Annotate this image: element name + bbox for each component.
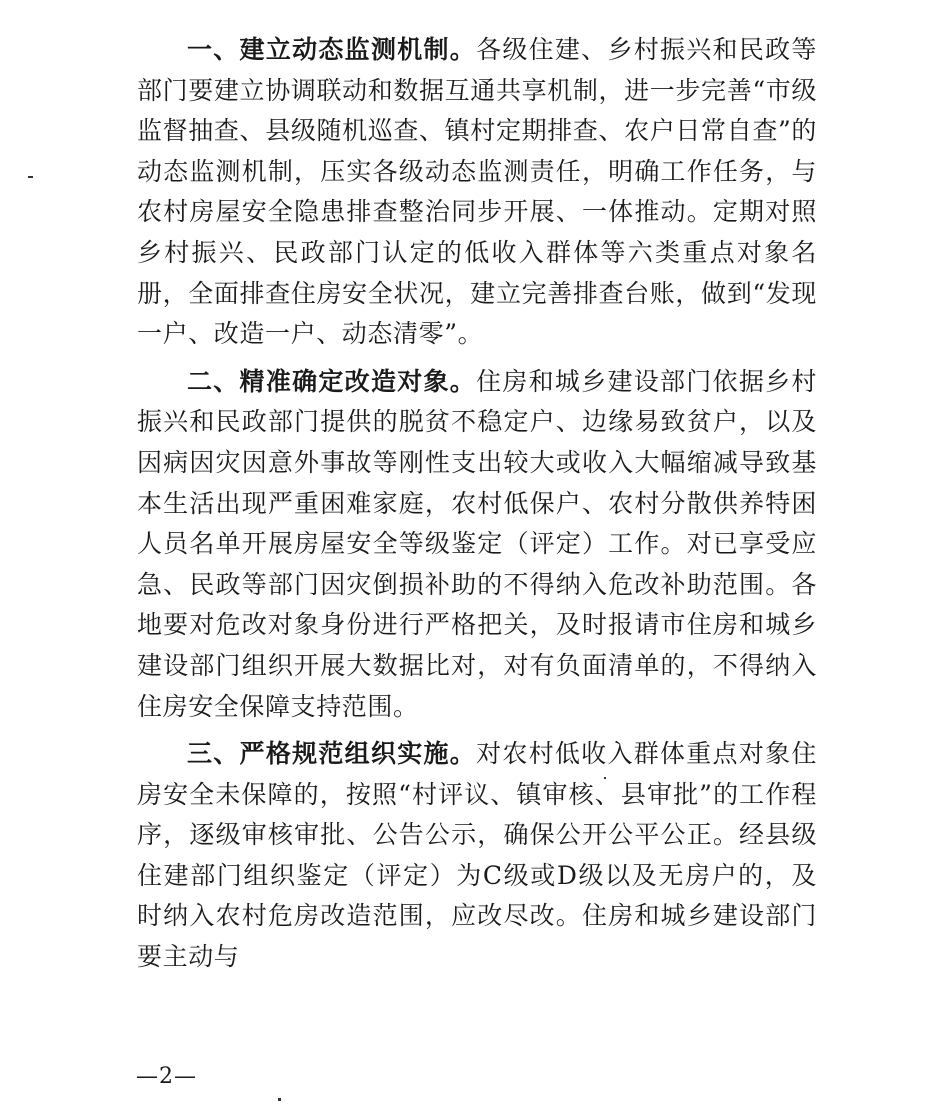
- section-text-2: 住房和城乡建设部门依据乡村振兴和民政部门提供的脱贫不稳定户、边缘易致贫户，以及因病因灾因意外事故等刚性支出较大或收入大幅缩减导致基本生活出现严重困难家庭，农村低保户、农村分散供养特困人员名单开展房屋安全等级鉴定（评定）工作。对已享受应急、民政等部门因灾倒损补助的不得纳入危改补助范围。各地要对危改对象身份进行严格把关，及时报请市住房和城乡建设部门组织开展大数据比对，对有负面清单的，不得纳入住房安全保障支持范围。: [137, 366, 817, 721]
- scan-speck: [604, 777, 606, 779]
- section-paragraph-3: [137, 734, 817, 978]
- page-number: —2—: [136, 1064, 197, 1089]
- scan-speck: [28, 176, 33, 178]
- scan-speck: [278, 1098, 281, 1101]
- document-body: [137, 30, 817, 978]
- section-text-3: 对农村低收入群体重点对象住房安全未保障的，按照“村评议、镇审核、县审批”的工作程序，逐级审核审批、公告公示，确保公开公平公正。经县级住建部门组织鉴定（评定）为C级或D级以及无房户的，及时纳入农村危房改造范围，应改尽改。住房和城乡建设部门要主动与: [137, 739, 817, 972]
- section-paragraph-1: [137, 30, 817, 355]
- section-text-1: 各级住建、乡村振兴和民政等部门要建立协调联动和数据互通共享机制，进一步完善“市级监督抽查、县级随机巡查、镇村定期排查、农户日常自查”的动态监测机制，压实各级动态监测责任，明确工作任务，与农村房屋安全隐患排查整治同步开展、一体推动。定期对照乡村振兴、民政部门认定的低收入群体等六类重点对象名册，全面排查住房安全状况，建立完善排查台账，做到“发现一户、改造一户、动态清零”。: [137, 35, 817, 349]
- section-heading-1: 一、建立动态监测机制。: [187, 35, 477, 64]
- section-paragraph-2: [137, 362, 817, 727]
- section-heading-3: 三、严格规范组织实施。: [187, 739, 477, 769]
- section-heading-2: 二、精准确定改造对象。: [187, 366, 477, 396]
